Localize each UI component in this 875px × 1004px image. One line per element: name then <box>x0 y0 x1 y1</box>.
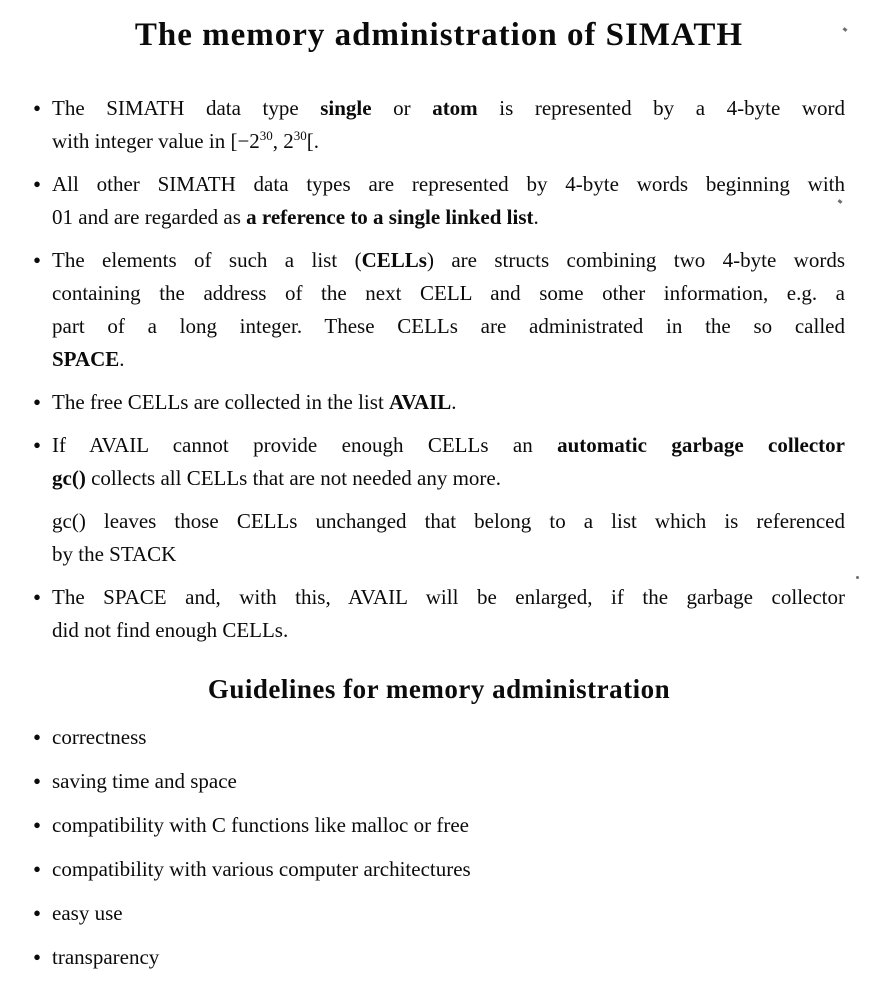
bold-text: atom <box>432 95 478 120</box>
text-segment: , 2 <box>272 128 294 153</box>
text-segment: All other SIMATH data types are represented by 4-byte words beginning with <box>52 171 845 196</box>
guideline-item <box>33 853 845 886</box>
bullet-icon: • <box>33 247 42 273</box>
bold-text: gc() <box>52 465 86 490</box>
text-line <box>52 614 845 647</box>
text-segment: collects all CELLs that are not needed any more. <box>85 465 501 490</box>
bullet-text <box>52 244 845 376</box>
text-line <box>52 92 845 125</box>
bullet-icon: • <box>33 856 42 882</box>
bullet-text <box>52 168 845 234</box>
bold-text: CELLs <box>361 247 427 272</box>
text-line <box>52 538 845 571</box>
guideline-item <box>33 721 845 754</box>
guideline-label: compatibility with various computer architectures <box>52 856 471 881</box>
bullet-icon: • <box>33 584 42 610</box>
bullet-icon: • <box>33 389 42 415</box>
text-segment: ) are structs combining two 4-byte words <box>426 247 846 272</box>
text-segment: or <box>371 95 433 120</box>
text-line <box>52 581 845 614</box>
bullet-icon: • <box>33 432 42 458</box>
guideline-item <box>33 897 845 930</box>
bullet-icon: • <box>33 95 42 121</box>
bullet-item <box>33 386 845 419</box>
guideline-item <box>33 809 845 842</box>
guideline-label: transparency <box>52 944 160 969</box>
text-segment: with integer value in [−2 <box>52 128 260 153</box>
text-segment: part of a long integer. These CELLs are administrated in the so called <box>52 313 845 338</box>
text-line <box>52 343 845 376</box>
section-subtitle: Guidelines for memory administration <box>207 673 671 704</box>
text-segment: The SIMATH data type <box>52 95 321 120</box>
text-segment: The elements of such a list ( <box>52 247 362 272</box>
bullet-text <box>52 92 845 158</box>
text-segment: The free CELLs are collected in the list <box>52 389 390 414</box>
text-segment: 01 and are regarded as <box>52 204 247 229</box>
text-segment: . <box>119 346 125 371</box>
text-segment: . <box>451 389 457 414</box>
bold-text: a reference to a single linked list <box>246 204 534 229</box>
bullet-icon: • <box>33 724 42 750</box>
text-line <box>52 201 845 234</box>
superscript: 30 <box>293 127 307 143</box>
bullet-icon: • <box>33 812 42 838</box>
text-segment: gc() leaves those CELLs unchanged that belong to a list which is referenced <box>52 508 845 533</box>
text-segment: is represented by a 4-byte word <box>477 95 845 120</box>
text-segment: . <box>533 204 539 229</box>
scan-artifact <box>856 576 859 579</box>
text-segment: The SPACE and, with this, AVAIL will be enlarged, if the garbage collector <box>52 584 845 609</box>
text-line <box>52 386 845 419</box>
text-line <box>52 462 845 495</box>
text-line <box>52 168 845 201</box>
bullet-text <box>52 429 845 495</box>
bullet-icon: • <box>33 768 42 794</box>
bullet-icon: • <box>33 900 42 926</box>
bullet-text <box>52 505 845 571</box>
text-line <box>52 244 845 277</box>
bullet-item <box>33 168 845 234</box>
guideline-item <box>33 765 845 798</box>
bullet-continuation <box>33 505 845 571</box>
text-line <box>52 125 845 158</box>
bullet-text <box>52 386 845 419</box>
text-segment: by the STACK <box>52 541 177 566</box>
bold-text: single <box>320 95 372 120</box>
bold-text: SPACE <box>52 346 120 371</box>
bullet-text <box>52 581 845 647</box>
text-line <box>52 310 845 343</box>
page-title: The memory administration of SIMATH <box>134 17 744 53</box>
bullet-item <box>33 581 845 647</box>
guideline-label: saving time and space <box>52 768 237 793</box>
text-segment: [. <box>306 128 320 153</box>
guideline-label: compatibility with C functions like malloc or free <box>52 812 469 837</box>
text-line <box>52 505 845 538</box>
text-segment: containing the address of the next CELL and some other information, e.g. a <box>52 280 845 305</box>
text-line <box>52 277 845 310</box>
bold-text: automatic garbage collector <box>557 432 845 457</box>
guideline-label: correctness <box>52 724 147 749</box>
superscript: 30 <box>259 127 273 143</box>
bold-text: AVAIL <box>389 389 452 414</box>
main-bullet-list <box>33 92 845 647</box>
bullet-icon: • <box>33 171 42 197</box>
bullet-item <box>33 92 845 158</box>
bullet-item <box>33 429 845 495</box>
guidelines-list <box>33 721 845 974</box>
text-segment: If AVAIL cannot provide enough CELLs an <box>52 432 558 457</box>
text-segment: did not find enough CELLs. <box>52 617 289 642</box>
bullet-icon: • <box>33 944 42 970</box>
text-line <box>52 429 845 462</box>
guideline-item <box>33 941 845 974</box>
guideline-label: easy use <box>52 900 123 925</box>
bullet-item <box>33 244 845 376</box>
